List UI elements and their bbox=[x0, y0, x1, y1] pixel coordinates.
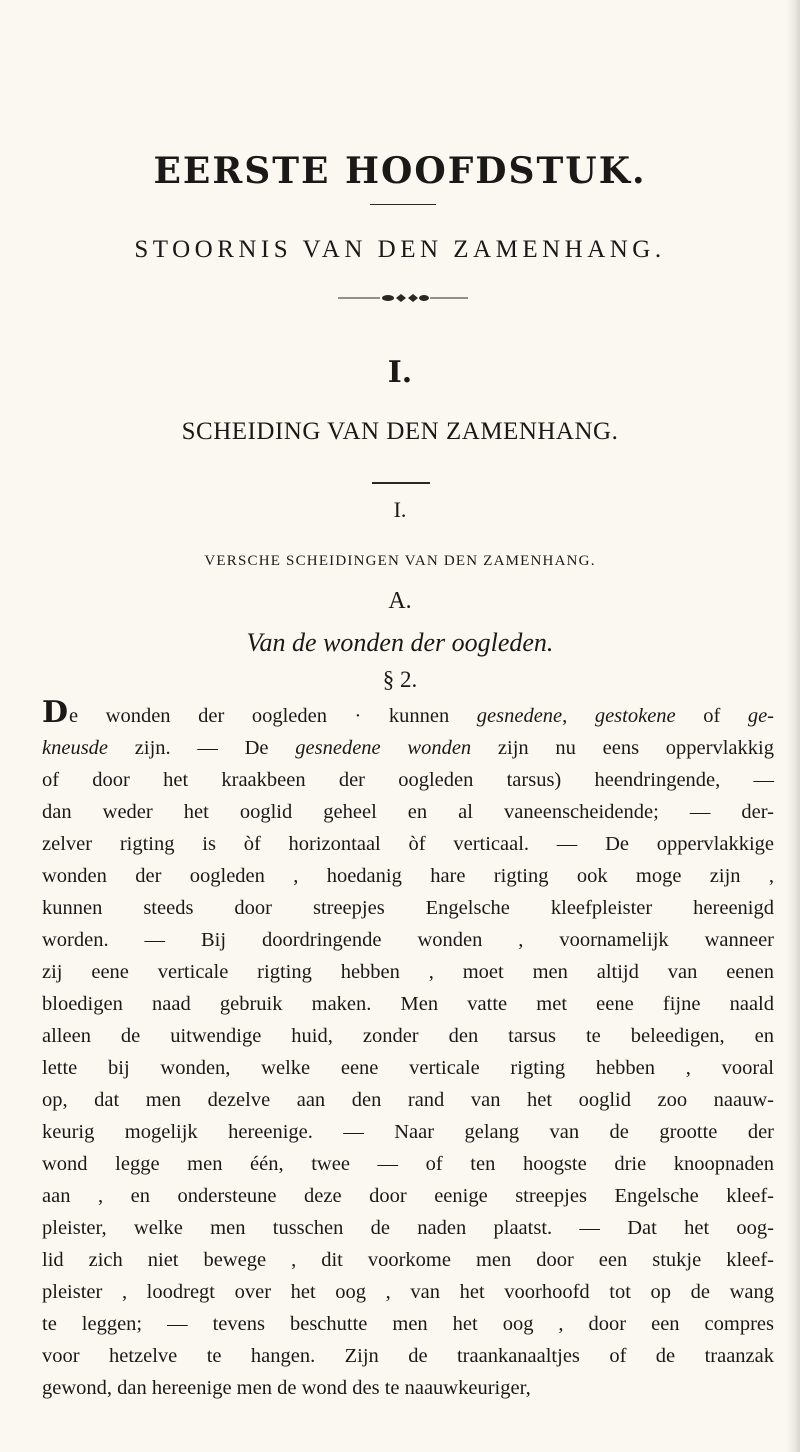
subsection-letter: A. bbox=[388, 588, 412, 614]
text-run: of bbox=[675, 705, 748, 727]
text-run: gewond, dan hereenige men de wond des te naauwkeuriger, bbox=[42, 1377, 531, 1399]
italic-text: gesnedene bbox=[476, 705, 563, 727]
text-run: wond legge men één, twee — of ten hoogste drie knoopnaden bbox=[42, 1153, 774, 1175]
text-line bbox=[42, 732, 774, 764]
chapter-title: EERSTE HOOFDSTUK. bbox=[153, 149, 647, 193]
text-line bbox=[42, 956, 774, 988]
text-line bbox=[42, 892, 774, 924]
text-run: kunnen steeds door streepjes Engelsche kleefpleister hereenigd bbox=[42, 897, 774, 919]
page-edge-shadow bbox=[786, 0, 800, 1452]
text-run: zijn nu eens oppervlakkig bbox=[471, 737, 774, 759]
text-line bbox=[42, 1084, 774, 1116]
text-line bbox=[42, 695, 775, 732]
text-run: pleister, welke men tusschen de naden plaatst. — Dat het oog- bbox=[42, 1217, 774, 1239]
text-run: dan weder het ooglid geheel en al vaneenscheidende; — der- bbox=[42, 801, 774, 823]
section-title: VERSCHE SCHEIDINGEN VAN DEN ZAMENHANG. bbox=[204, 553, 596, 569]
title-rule bbox=[370, 204, 436, 205]
paragraph-number: § 2. bbox=[382, 667, 418, 692]
italic-text: gesnedene wonden bbox=[295, 737, 472, 759]
part-rule bbox=[372, 482, 430, 484]
italic-text: ge- bbox=[747, 705, 775, 727]
text-line bbox=[42, 1020, 774, 1052]
ornament-divider bbox=[338, 293, 468, 303]
text-line bbox=[42, 924, 774, 956]
text-run: wonden der oogleden , hoedanig hare rigting ook moge zijn , bbox=[42, 865, 774, 887]
text-run: , bbox=[562, 705, 595, 727]
text-run: worden. — Bij doordringende wonden , voornamelijk wanneer bbox=[42, 929, 774, 951]
text-run: bloedigen naad gebruik maken. Men vatte met eene fijne naald bbox=[42, 993, 774, 1015]
section-number: I. bbox=[393, 497, 407, 522]
text-run: zijn. — De bbox=[108, 737, 296, 759]
text-line bbox=[42, 1372, 774, 1404]
text-run: zelver rigting is òf horizontaal òf verticaal. — De oppervlakkige bbox=[42, 833, 774, 855]
subsection-title: Van de wonden der oogleden. bbox=[246, 628, 554, 657]
text-run: of door het kraakbeen der oogleden tarsus) heendringende, — bbox=[42, 769, 774, 791]
text-run: pleister , loodregt over het oog , van het voorhoofd tot op de wang bbox=[42, 1281, 774, 1303]
text-line bbox=[42, 1308, 774, 1340]
text-run: aan , en ondersteune deze door eenige streepjes Engelsche kleef- bbox=[42, 1185, 774, 1207]
text-line bbox=[42, 1276, 774, 1308]
text-run: te leggen; — tevens beschutte men het oog , door een compres bbox=[42, 1313, 774, 1335]
text-run: lid zich niet bewege , dit voorkome men door een stukje kleef- bbox=[42, 1249, 774, 1271]
text-run: e wonden der oogleden · kunnen bbox=[69, 705, 477, 727]
text-run: op, dat men dezelve aan den rand van het ooglid zoo naauw- bbox=[42, 1089, 774, 1111]
text-line bbox=[42, 1052, 774, 1084]
drop-cap: D bbox=[42, 695, 69, 730]
part-title: SCHEIDING VAN DEN ZAMENHANG. bbox=[181, 418, 619, 445]
text-line bbox=[42, 796, 774, 828]
part-number: I. bbox=[387, 355, 413, 390]
text-line bbox=[42, 1148, 774, 1180]
text-line bbox=[42, 1340, 774, 1372]
text-line bbox=[42, 1212, 774, 1244]
italic-text: gestokene bbox=[594, 705, 676, 727]
text-line bbox=[42, 828, 774, 860]
text-line bbox=[42, 1116, 774, 1148]
text-run: keurig mogelijk hereenige. — Naar gelang van de grootte der bbox=[42, 1121, 774, 1143]
text-run: lette bij wonden, welke eene verticale rigting hebben , vooral bbox=[42, 1057, 774, 1079]
text-line bbox=[42, 1244, 774, 1276]
text-run: voor hetzelve te hangen. Zijn de traankanaaltjes of de traanzak bbox=[42, 1345, 774, 1367]
text-run: zij eene verticale rigting hebben , moet men altijd van eenen bbox=[42, 961, 774, 983]
italic-text: kneusde bbox=[42, 737, 109, 759]
body-text bbox=[42, 695, 775, 1404]
text-run: alleen de uitwendige huid, zonder den tarsus te beleedigen, en bbox=[42, 1025, 774, 1047]
text-line bbox=[42, 988, 774, 1020]
chapter-subtitle: STOORNIS VAN DEN ZAMENHANG. bbox=[134, 236, 666, 263]
text-line bbox=[42, 764, 774, 796]
text-line bbox=[42, 860, 774, 892]
text-line bbox=[42, 1180, 774, 1212]
